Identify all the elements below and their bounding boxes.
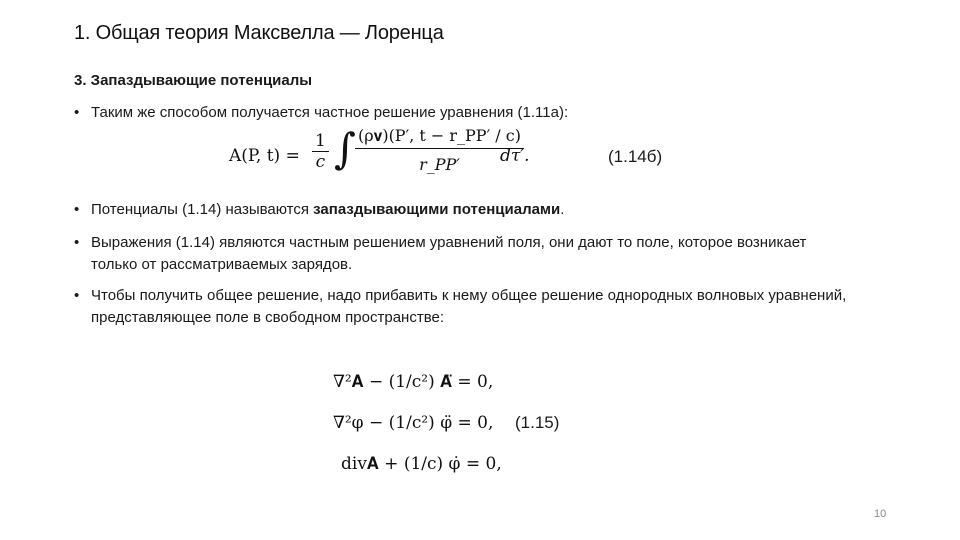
integrand-numerator: (ρ𝐯)(P′, t − r_PP′ / c) [358, 126, 521, 145]
equation-lhs: A(P, t) = [229, 146, 300, 166]
slide-title: 1. Общая теория Максвелла — Лоренца [74, 22, 444, 44]
bullet-item [74, 199, 854, 221]
coefficient-denominator: c [312, 151, 329, 172]
bullet-text: Таким же способом получается частное решение уравнения (1.11а): [91, 104, 569, 121]
bullet-text-before: Потенциалы (1.14) называются [91, 201, 314, 218]
integrand-fraction [355, 126, 524, 174]
lorenz-gauge-condition: div𝐀 + (1/c) φ̇ = 0, [341, 454, 502, 474]
bullet-text: Выражения (1.14) являются частным решением уравнений поля, они дают то поле, которое возникает только от рассматриваемых зарядов. [91, 234, 807, 273]
bullet-marker: • [74, 201, 80, 218]
bullet-item [74, 232, 854, 276]
bullet-text: Чтобы получить общее решение, надо прибавить к нему общее решение однородных волновых уравнений, представляющее поле в свободном пространстве: [91, 287, 847, 326]
bullet-marker: • [74, 104, 80, 121]
section-heading: 3. Запаздывающие потенциалы [74, 72, 313, 89]
bullet-text [91, 199, 854, 221]
bullet-marker: • [74, 287, 80, 304]
bullet-item [74, 102, 854, 124]
integrand-denominator: r_PP′ [355, 148, 524, 174]
equation-label: (1.14б) [608, 147, 663, 166]
wave-equation-scalar-potential: ∇²φ − (1/c²) φ̈ = 0, [333, 413, 494, 433]
wave-equation-vector-potential: ∇²𝐀 − (1/c²) 𝐀̈ = 0, [333, 372, 494, 392]
coefficient-numerator: 1 [315, 131, 326, 151]
bullet-bold-term: запаздывающими потенциалами [313, 201, 561, 218]
integral-sign: ∫ [334, 124, 356, 173]
bullet-item [74, 285, 854, 329]
differential: dτ′. [500, 146, 530, 166]
bullet-text-after: . [560, 201, 565, 218]
equation-label: (1.15) [515, 413, 560, 432]
coefficient-fraction [312, 131, 329, 172]
bullet-marker: • [74, 234, 80, 251]
page-number: 10 [874, 508, 887, 520]
